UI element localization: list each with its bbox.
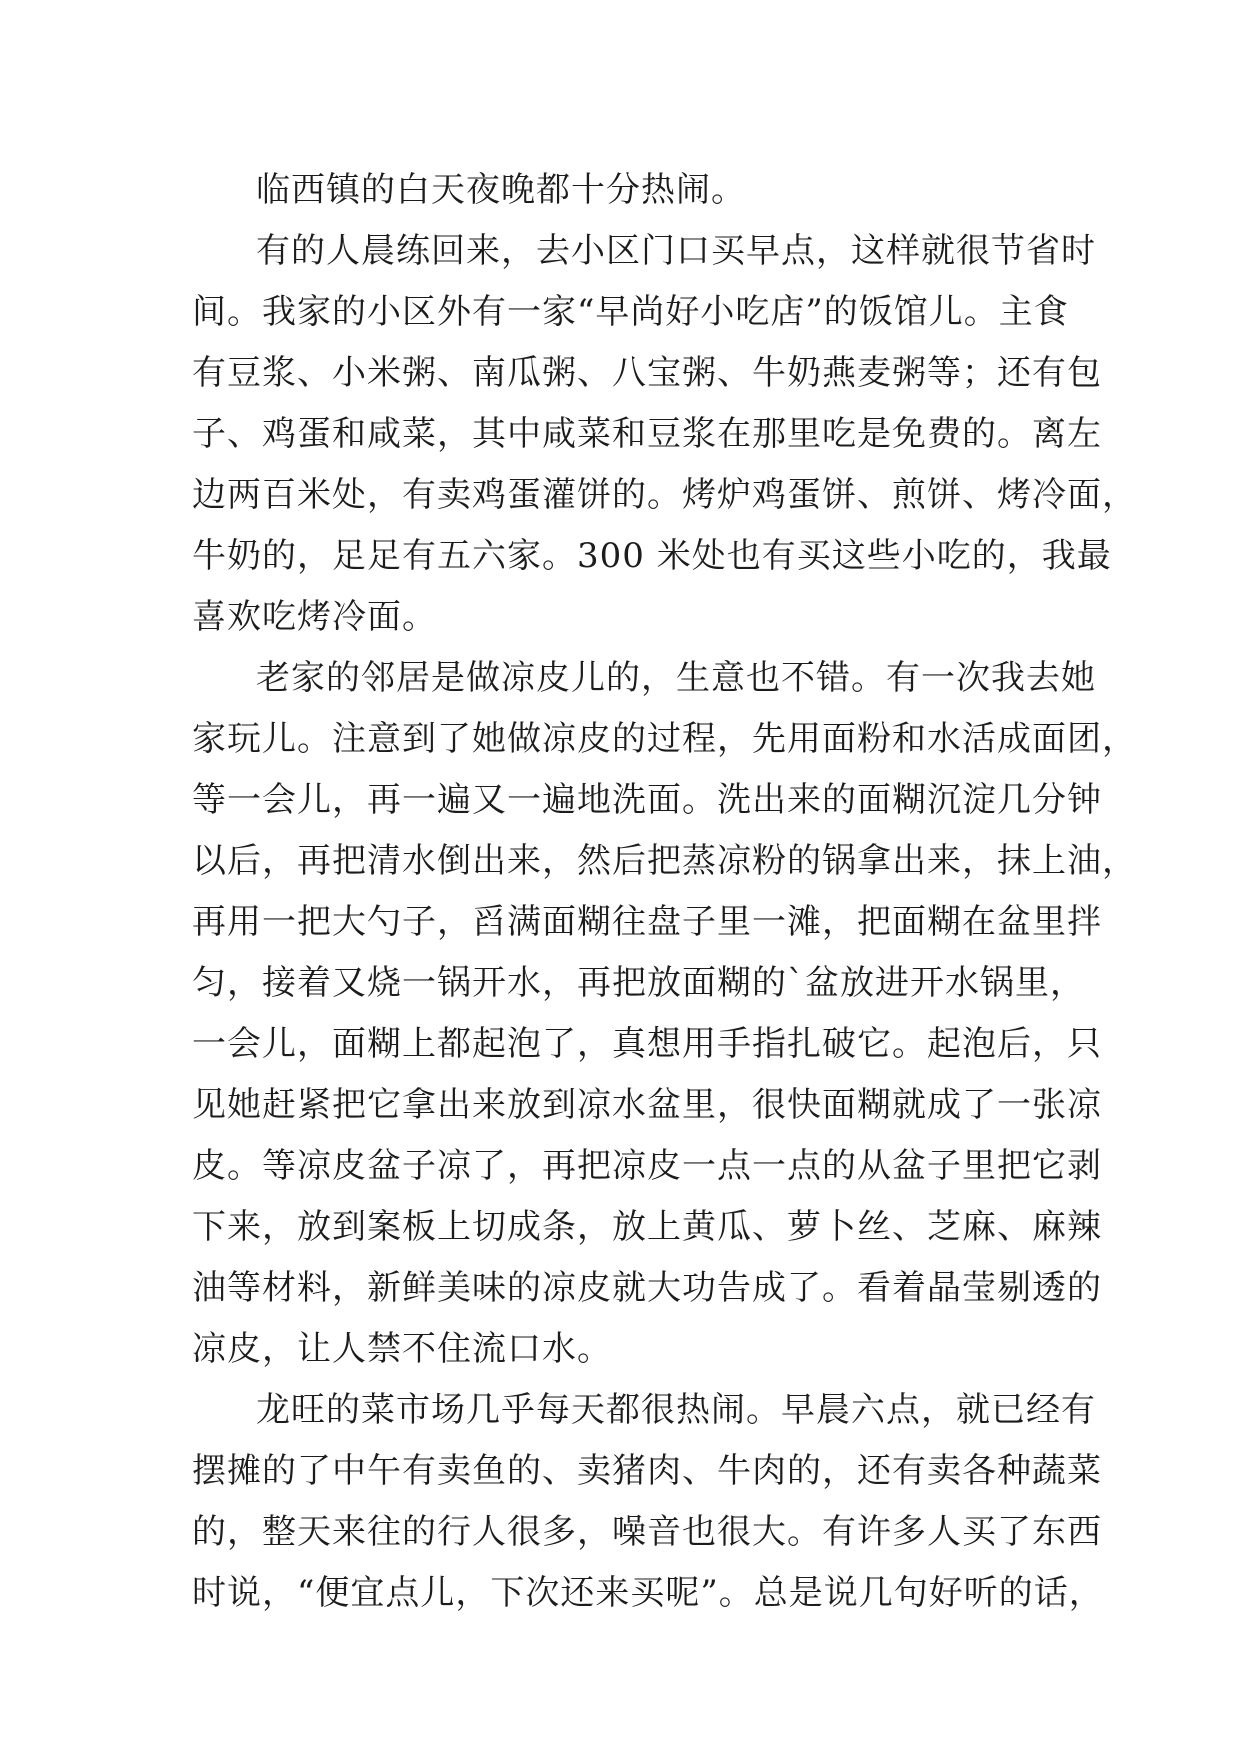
text-line: 临西镇的白天夜晚都十分热闹。 <box>256 170 746 210</box>
text-line: 的，整天来往的行人很多，噪音也很大。有许多人买了东西 <box>192 1512 1102 1552</box>
text-line: 有的人晨练回来，去小区门口买早点，这样就很节省时 <box>256 231 1096 271</box>
paragraph <box>192 1380 1104 1624</box>
document-body <box>192 160 1137 1624</box>
text-line: 见她赶紧把它拿出来放到凉水盆里，很快面糊就成了一张凉 <box>192 1085 1102 1125</box>
text-line: 间。我家的小区外有一家“早尚好小吃店”的饭馆儿。主食 <box>192 292 1069 332</box>
paragraph <box>192 648 1137 1380</box>
text-line: 时说，“便宜点儿，下次还来买呢”。总是说几句好听的话， <box>192 1573 1104 1613</box>
text-line: 龙旺的菜市场几乎每天都很热闹。早晨六点，就已经有 <box>256 1390 1096 1430</box>
text-line: 皮。等凉皮盆子凉了，再把凉皮一点一点的从盆子里把它剥 <box>192 1146 1102 1186</box>
text-line: 一会儿，面糊上都起泡了，真想用手指扎破它。起泡后，只 <box>192 1024 1102 1064</box>
text-line: 老家的邻居是做凉皮儿的，生意也不错。有一次我去她 <box>256 658 1096 698</box>
text-line: 喜欢吃烤冷面。 <box>192 597 437 637</box>
text-line: 再用一把大勺子，舀满面糊往盘子里一滩，把面糊在盆里拌 <box>192 902 1102 942</box>
text-line: 匀，接着又烧一锅开水，再把放面糊的`盆放进开水锅里， <box>192 963 1085 1003</box>
text-line: 以后，再把清水倒出来，然后把蒸凉粉的锅拿出来，抹上油， <box>192 841 1137 881</box>
text-line: 边两百米处，有卖鸡蛋灌饼的。烤炉鸡蛋饼、煎饼、烤冷面， <box>192 475 1137 515</box>
text-line: 有豆浆、小米粥、南瓜粥、八宝粥、牛奶燕麦粥等；还有包 <box>192 353 1102 393</box>
paragraph <box>192 221 1137 648</box>
text-line: 家玩儿。注意到了她做凉皮的过程，先用面粉和水活成面团， <box>192 719 1137 759</box>
text-line: 子、鸡蛋和咸菜，其中咸菜和豆浆在那里吃是免费的。离左 <box>192 414 1102 454</box>
paragraph <box>192 160 1052 221</box>
text-line: 摆摊的了中午有卖鱼的、卖猪肉、牛肉的，还有卖各种蔬菜 <box>192 1451 1102 1491</box>
text-line: 凉皮，让人禁不住流口水。 <box>192 1329 612 1369</box>
text-line: 油等材料，新鲜美味的凉皮就大功告成了。看着晶莹剔透的 <box>192 1268 1102 1308</box>
text-line: 牛奶的，足足有五六家。300 米处也有买这些小吃的，我最 <box>192 536 1112 576</box>
text-line: 等一会儿，再一遍又一遍地洗面。洗出来的面糊沉淀几分钟 <box>192 780 1102 820</box>
text-line: 下来，放到案板上切成条，放上黄瓜、萝卜丝、芝麻、麻辣 <box>192 1207 1102 1247</box>
